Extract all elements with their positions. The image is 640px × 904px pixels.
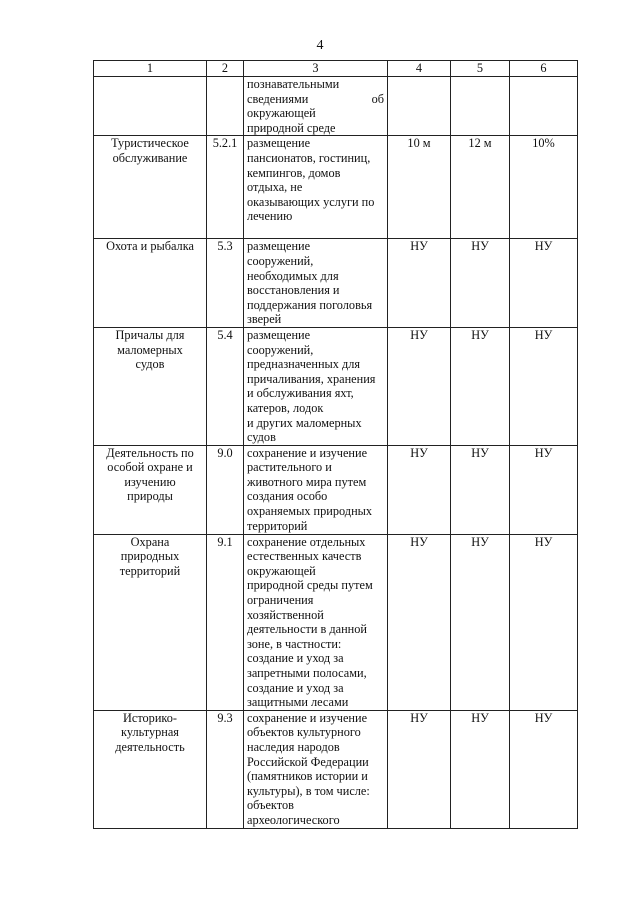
cell-description (244, 445, 388, 534)
page-number: 4 (316, 38, 324, 53)
name-line: особой охране и (107, 460, 193, 475)
cell-land-use-name (94, 534, 207, 710)
name-line: маломерных (117, 342, 183, 357)
description-line: деятельности в данной (247, 622, 367, 637)
cell-col5: НУ (451, 445, 510, 534)
name-line: деятельность (115, 740, 185, 754)
description-line: отдыха, не (247, 180, 303, 195)
description-line: окружающей (247, 106, 316, 121)
cell-land-use-name (94, 136, 207, 239)
description-line: предназначенных для (247, 357, 361, 372)
name-line: культурная (121, 725, 179, 740)
table-row (94, 710, 578, 828)
cell-col4: 10 м (388, 136, 451, 239)
description-line: запретными полосами, (247, 666, 367, 681)
cell-col4: НУ (388, 710, 451, 828)
description-line: размещение (247, 136, 311, 151)
cell-col6: НУ (510, 710, 578, 828)
description-line: восстановления и (247, 283, 340, 298)
name-line: Деятельность по (106, 445, 194, 460)
description-line: необходимых для (247, 268, 339, 283)
cell-col6: НУ (510, 239, 578, 328)
cell-col4: НУ (388, 327, 451, 445)
description-line: культуры), в том числе: (247, 783, 370, 798)
description-line: создание и уход за (247, 651, 344, 666)
cell-land-use-name (94, 327, 207, 445)
description-line: создание и уход за (247, 680, 344, 695)
name-line: природных (120, 549, 180, 564)
table-row (94, 239, 578, 328)
column-header-6: 6 (510, 61, 578, 77)
name-line: территорий (119, 563, 181, 578)
description-line: ограничения (247, 593, 314, 608)
name-line: Охота и рыбалка (106, 239, 194, 254)
name-line: Историко- (122, 710, 178, 725)
description-line: наследия народов (247, 740, 340, 754)
cell-code: 5.4 (207, 327, 244, 445)
cell-code: 9.1 (207, 534, 244, 710)
description-line: растительного и (247, 460, 332, 475)
cell-land-use-name (94, 77, 207, 136)
table-row (94, 136, 578, 239)
description-line: объектов культурного (247, 725, 361, 740)
description-line: окружающей (247, 563, 316, 578)
description-line: территорий (247, 518, 308, 533)
name-line: природы (127, 489, 173, 504)
cell-description (244, 710, 388, 828)
column-header-2: 2 (207, 61, 244, 77)
cell-col5 (451, 77, 510, 136)
name-line: Охрана (130, 534, 170, 549)
description-line: размещение (247, 239, 311, 254)
name-line: Туристическое (111, 136, 189, 151)
cell-col6: НУ (510, 534, 578, 710)
cell-description (244, 534, 388, 710)
cell-col6: НУ (510, 445, 578, 534)
cell-code: 9.0 (207, 445, 244, 534)
description-line: защитными лесами (247, 695, 349, 710)
cell-description (244, 239, 388, 328)
description-line: хозяйственной (247, 607, 324, 622)
column-header-3: 3 (244, 61, 388, 77)
description-line: катеров, лодок (247, 400, 324, 415)
cell-code: 9.3 (207, 710, 244, 828)
description-line: сведениями об (247, 91, 384, 106)
cell-code: 5.3 (207, 239, 244, 328)
table-row (94, 327, 578, 445)
description-line: археологического (247, 812, 340, 827)
description-line: и других маломерных (247, 415, 362, 430)
description-line: зоне, в частности: (247, 636, 342, 651)
description-line: сооружений, (247, 253, 314, 268)
description-line: сохранение и изучение (247, 710, 368, 725)
description-line: естественных качеств (247, 549, 362, 564)
header-row (94, 61, 578, 77)
cell-land-use-name (94, 710, 207, 828)
description-line: природной среды путем (247, 578, 373, 593)
description-line: пансионатов, гостиниц, (247, 150, 371, 165)
name-line: Причалы для (115, 327, 185, 342)
cell-col4: НУ (388, 445, 451, 534)
description-line: судов (247, 430, 276, 445)
cell-land-use-name (94, 239, 207, 328)
table-row (94, 77, 578, 136)
description-line: животного мира путем (247, 474, 367, 489)
description-line: кемпингов, домов (247, 165, 341, 180)
name-line: изучению (124, 474, 176, 489)
cell-col4: НУ (388, 534, 451, 710)
description-line: сохранение отдельных (247, 534, 366, 549)
description-line: причаливания, хранения (247, 371, 376, 386)
cell-col6: НУ (510, 327, 578, 445)
cell-col6: 10% (510, 136, 578, 239)
description-line: сооружений, (247, 342, 314, 357)
cell-col5: НУ (451, 534, 510, 710)
name-line: судов (135, 357, 165, 372)
cell-col5: 12 м (451, 136, 510, 239)
description-line: создания особо (247, 489, 328, 504)
column-header-4: 4 (388, 61, 451, 77)
table-row (94, 445, 578, 534)
name-line: обслуживание (112, 150, 188, 165)
cell-code: 5.2.1 (207, 136, 244, 239)
cell-col4 (388, 77, 451, 136)
cell-col5: НУ (451, 239, 510, 328)
land-use-table (93, 60, 578, 829)
table-row (94, 534, 578, 710)
description-line: размещение (247, 327, 311, 342)
cell-description (244, 136, 388, 239)
description-line: и обслуживания яхт, (247, 386, 354, 401)
cell-code (207, 77, 244, 136)
description-line: познавательными (247, 77, 340, 91)
cell-description (244, 77, 388, 136)
description-line: поддержания поголовья (247, 297, 373, 312)
cell-land-use-name (94, 445, 207, 534)
description-line: оказывающих услуги по (247, 194, 375, 209)
description-line: объектов (247, 798, 294, 813)
column-header-1: 1 (94, 61, 207, 77)
table-body (94, 77, 578, 829)
description-line: природной среде (247, 120, 336, 135)
cell-col5: НУ (451, 710, 510, 828)
column-header-5: 5 (451, 61, 510, 77)
description-line: охраняемых природных (247, 504, 373, 519)
description-line: сохранение и изучение (247, 445, 368, 460)
cell-description (244, 327, 388, 445)
cell-col6 (510, 77, 578, 136)
cell-col4: НУ (388, 239, 451, 328)
description-line: лечению (247, 209, 293, 224)
description-line: зверей (247, 312, 282, 327)
description-line: (памятников истории и (247, 769, 368, 784)
cell-col5: НУ (451, 327, 510, 445)
description-line: Российской Федерации (247, 754, 369, 769)
